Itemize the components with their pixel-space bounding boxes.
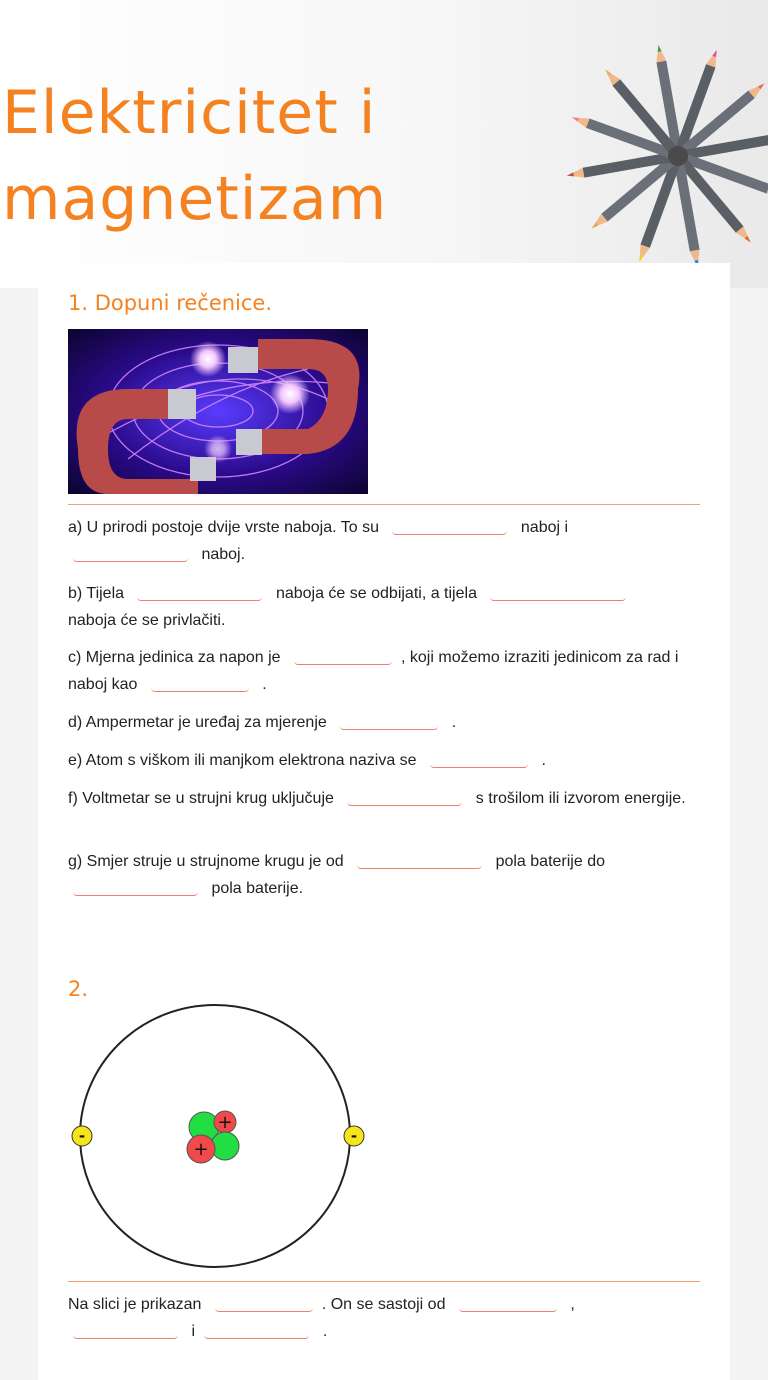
sentence-atom-part-3: , (570, 1296, 575, 1313)
sentence-e (68, 747, 700, 774)
sentence-e-part-1: e) Atom s viškom ili manjkom elektrona naziva se (68, 752, 417, 769)
sentence-b-part-1: b) Tijela (68, 585, 125, 602)
sentence-d (68, 709, 700, 736)
sentence-atom-part-2: . On se sastoji od (321, 1296, 446, 1313)
blank-h4[interactable] (204, 1322, 309, 1339)
sentence-g-part-3: pola baterije. (211, 880, 304, 897)
sentence-atom-part-5: . (322, 1323, 328, 1340)
sentence-b (68, 580, 700, 634)
sentence-e-part-2: . (541, 752, 546, 769)
divider-1 (68, 504, 700, 505)
sentence-f (68, 785, 700, 812)
sentence-c-part-3: . (262, 676, 267, 693)
sentence-b-part-3: naboja će se privlačiti. (68, 612, 226, 629)
blank-h3[interactable] (73, 1322, 178, 1339)
sentence-a-part-1: a) U prirodi postoje dvije vrste naboja. To su (68, 519, 379, 536)
blank-g2[interactable] (73, 879, 198, 896)
sentence-g-part-1: g) Smjer struje u strujnome krugu je od (68, 853, 344, 870)
sentence-a (68, 514, 700, 568)
sentence-a-part-2: naboj i (520, 519, 569, 536)
divider-2 (68, 1281, 700, 1282)
sentence-f-part-1: f) Voltmetar se u strujni krug uključuje (68, 790, 334, 807)
electron-right-sign: - (350, 1127, 358, 1145)
blank-d1[interactable] (340, 713, 438, 730)
sentence-atom-part-4: i (191, 1323, 196, 1340)
blank-h1[interactable] (215, 1295, 313, 1312)
blank-a2[interactable] (73, 545, 188, 562)
electron-left-sign: - (78, 1127, 86, 1145)
blank-c2[interactable] (151, 675, 249, 692)
sentence-d-part-2: . (451, 714, 457, 731)
blank-g1[interactable] (357, 852, 482, 869)
proton-1-sign: + (217, 1112, 233, 1133)
sentence-atom-part-1: Na slici je prikazan (68, 1296, 202, 1313)
sentence-atom (68, 1291, 700, 1345)
blank-b2[interactable] (490, 584, 626, 601)
blank-a1[interactable] (392, 518, 507, 535)
sentence-d-part-1: d) Ampermetar je uređaj za mjerenje (68, 714, 327, 731)
sentence-f-part-2: s trošilom ili izvorom energije. (475, 790, 686, 807)
sentence-c-part-1: c) Mjerna jedinica za napon je (68, 649, 281, 666)
blank-b1[interactable] (137, 584, 262, 601)
proton-2-sign: + (193, 1139, 209, 1160)
atom-diagram (68, 1003, 368, 1273)
blank-h2[interactable] (459, 1295, 557, 1312)
neutron-2 (211, 1132, 239, 1160)
blank-c1[interactable] (294, 648, 392, 665)
magnets-field-lines-image (68, 329, 368, 494)
section-2-title: 2. (68, 977, 89, 1001)
section-1-title: 1. Dopuni rečenice. (68, 291, 273, 315)
header-banner (0, 0, 768, 288)
sentence-c-part-2: , koji možemo izraziti jedinicom za rad i naboj kao (68, 649, 679, 693)
sentence-c (68, 644, 700, 698)
sentence-g-part-2: pola baterije do (495, 853, 605, 870)
sentence-b-part-2: naboja će se odbijati, a tijela (275, 585, 477, 602)
worksheet-card (38, 263, 730, 1380)
title-line-2: magnetizam (2, 164, 388, 234)
title-line-1: Elektricitet i (2, 78, 377, 148)
blank-e1[interactable] (430, 751, 528, 768)
sentence-a-part-3: naboj. (201, 546, 246, 563)
page-title (2, 70, 387, 242)
sentence-g (68, 848, 700, 902)
blank-f1[interactable] (347, 789, 462, 806)
pencils-decoration (548, 16, 768, 266)
